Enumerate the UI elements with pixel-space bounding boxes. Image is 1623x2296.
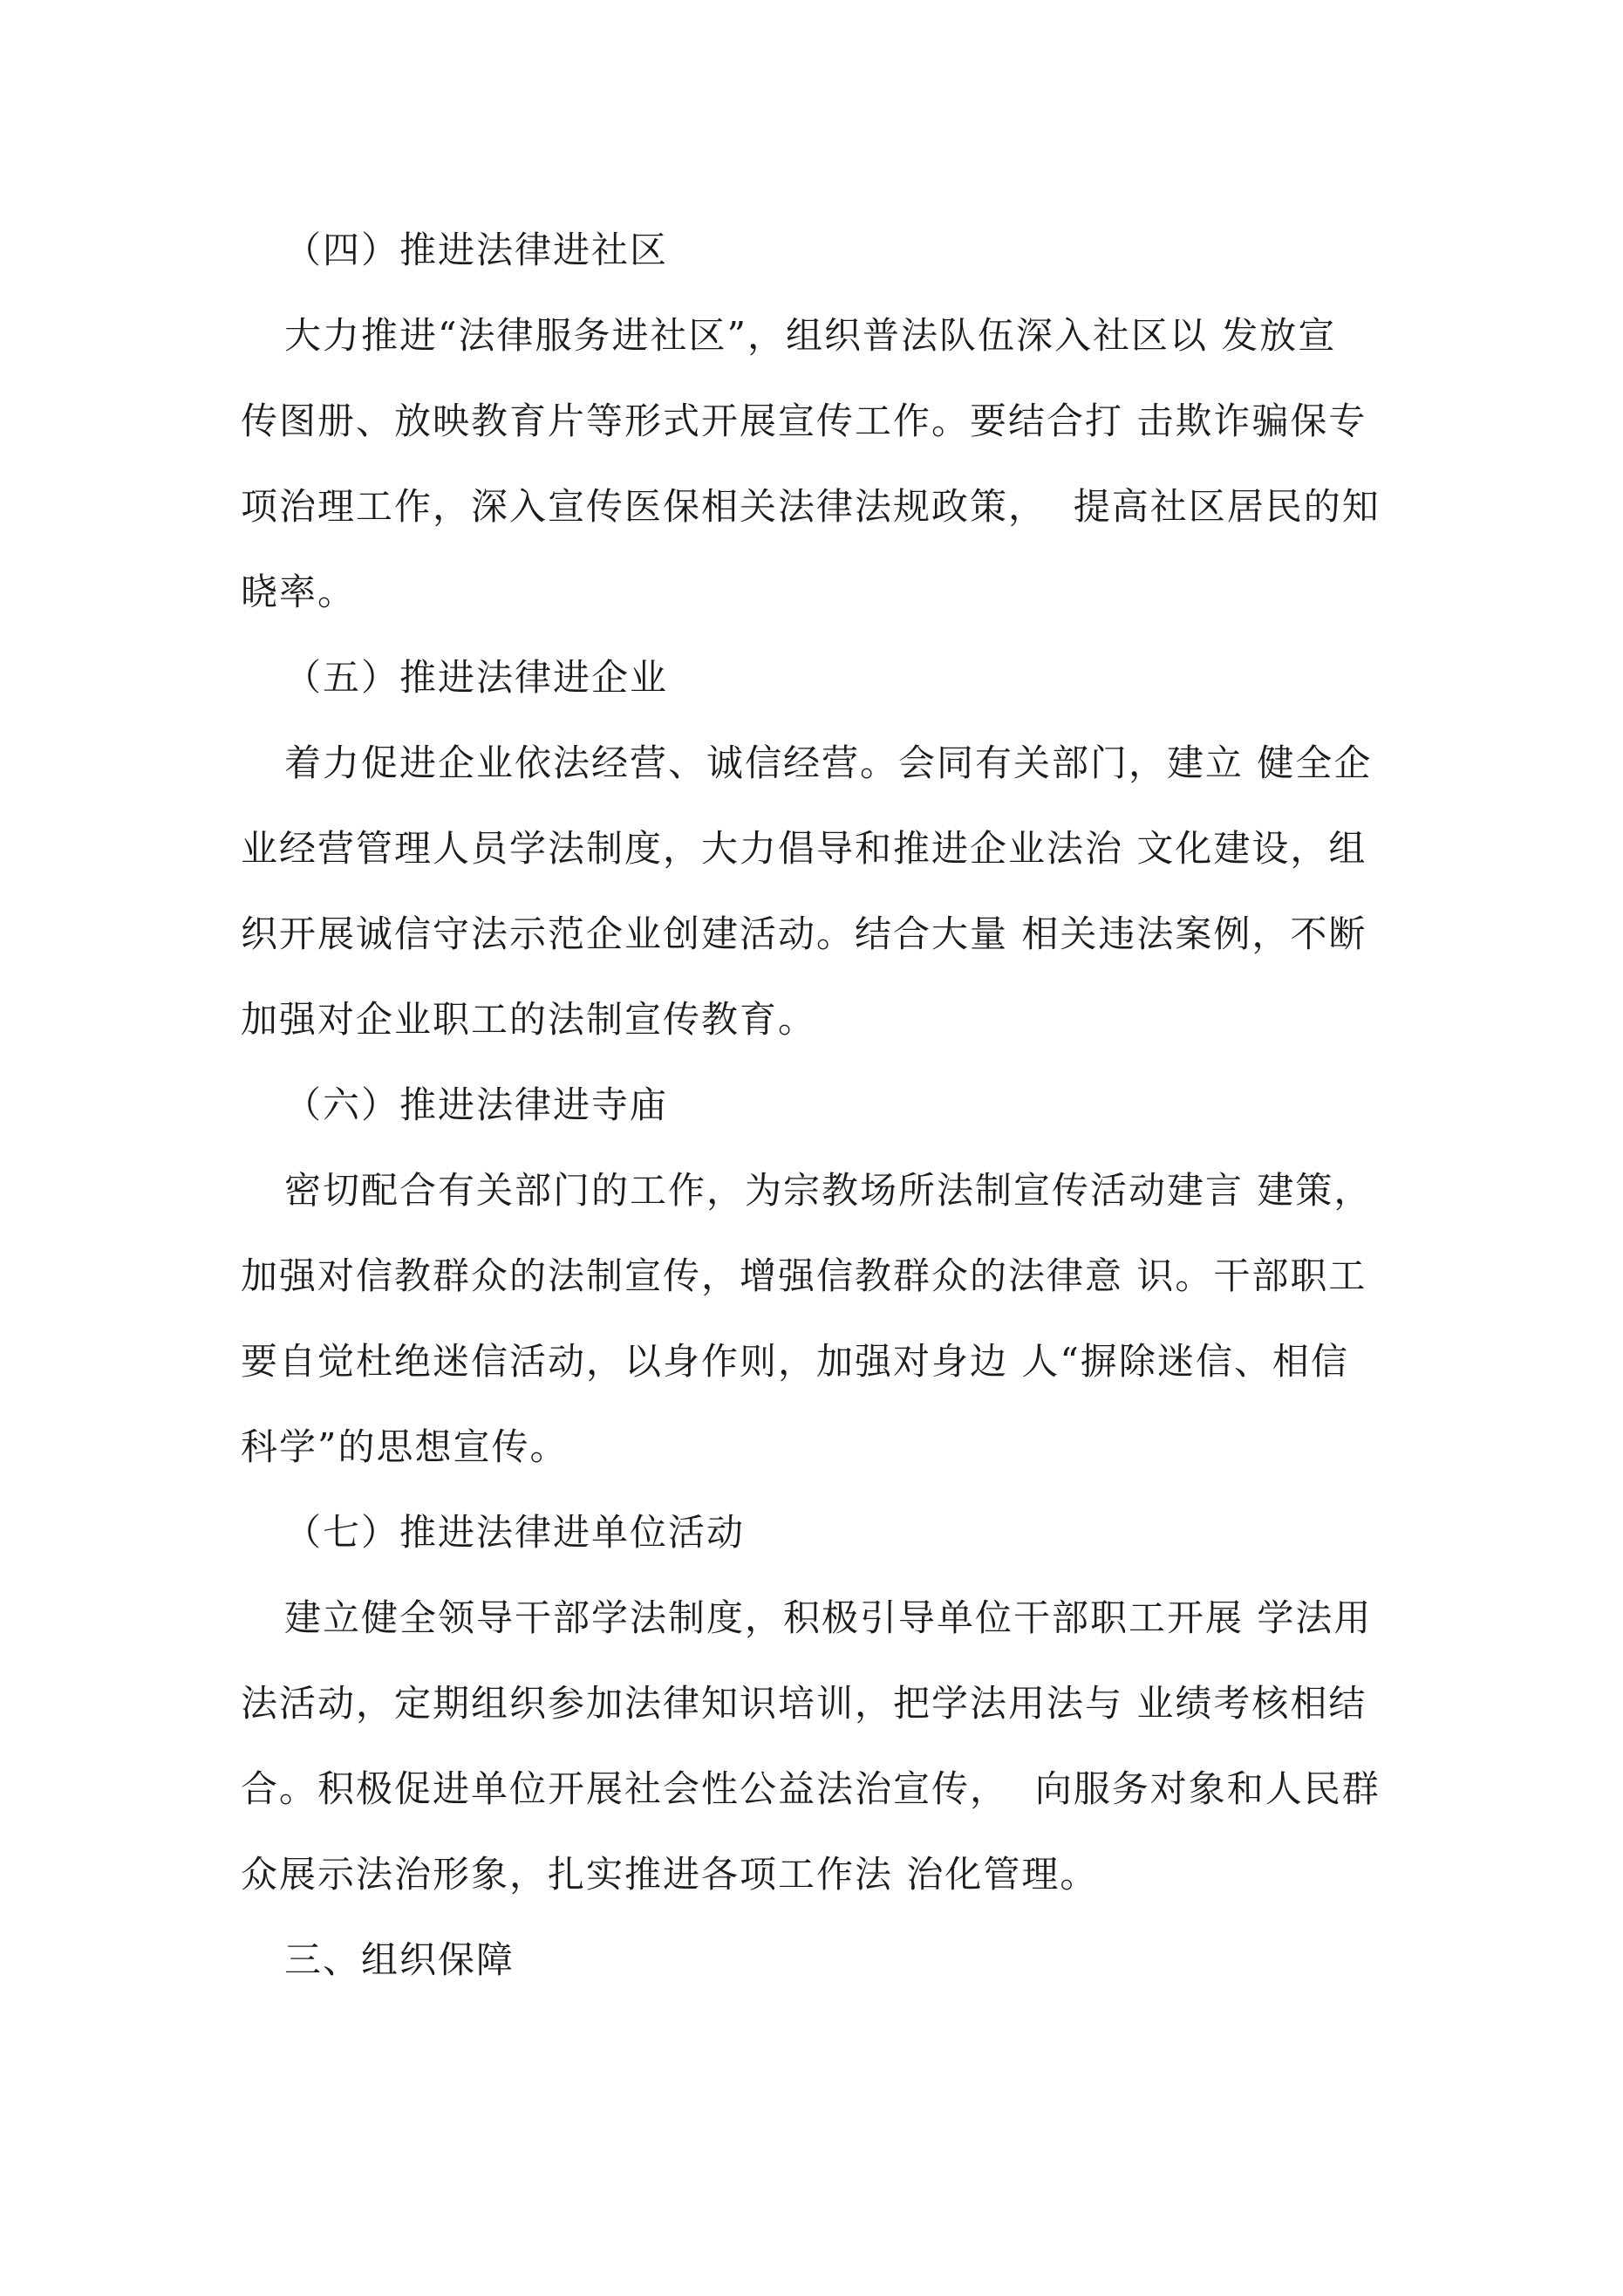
paragraph-line: 科学”的思想宣传。 bbox=[241, 1425, 569, 1468]
section-paragraph-4 bbox=[241, 314, 1406, 614]
paragraph-line: 建立健全领导干部学法制度，积极引导单位干部职工开展 学法用 bbox=[284, 1596, 1373, 1639]
paragraph-line: 织开展诚信守法示范企业创建活动。结合大量 相关违法案例，不断 bbox=[241, 912, 1367, 955]
paragraph-line: 着力促进企业依法经营、诚信经营。会同有关部门，建立 健全企 bbox=[284, 741, 1373, 784]
paragraph-line: 众展示法治形象，扎实推进各项工作法 治化管理。 bbox=[241, 1853, 1099, 1896]
paragraph-line: 要自觉杜绝迷信活动，以身作则，加强对身边 人“摒除迷信、相信 bbox=[241, 1340, 1349, 1383]
paragraph-line: 加强对企业职工的法制宣传教育。 bbox=[241, 998, 817, 1041]
paragraph-line: 合。积极促进单位开展社会性公益法治宣传， 向服务对象和人民群 bbox=[241, 1767, 1381, 1810]
section-heading-7: （七）推进法律进单位活动 bbox=[284, 1511, 746, 1554]
paragraph-line: 加强对信教群众的法制宣传，增强信教群众的法律意 识。干部职工 bbox=[241, 1254, 1367, 1297]
section-paragraph-6 bbox=[241, 1169, 1406, 1469]
paragraph-line: 大力推进“法律服务进社区”，组织普法队伍深入社区以 发放宣 bbox=[284, 314, 1337, 357]
section-heading-6: （六）推进法律进寺庙 bbox=[284, 1083, 669, 1126]
section-paragraph-7 bbox=[241, 1596, 1406, 1896]
section-paragraph-5 bbox=[241, 741, 1406, 1042]
chapter-heading-organizational-support: 三、组织保障 bbox=[284, 1938, 515, 1981]
paragraph-line: 法活动，定期组织参加法律知识培训，把学法用法与 业绩考核相结 bbox=[241, 1682, 1367, 1725]
paragraph-line: 项治理工作，深入宣传医保相关法律法规政策， 提高社区居民的知 bbox=[241, 485, 1381, 528]
document-body bbox=[241, 229, 1406, 1982]
paragraph-line: 密切配合有关部门的工作，为宗教场所法制宣传活动建言 建策， bbox=[284, 1169, 1373, 1212]
section-heading-4: （四）推进法律进社区 bbox=[284, 229, 669, 271]
paragraph-line: 晓率。 bbox=[241, 571, 357, 613]
paragraph-line: 传图册、放映教育片等形式开展宣传工作。要结合打 击欺诈骗保专 bbox=[241, 400, 1367, 442]
paragraph-line: 业经营管理人员学法制度，大力倡导和推进企业法治 文化建设，组 bbox=[241, 827, 1367, 870]
section-heading-5: （五）推进法律进企业 bbox=[284, 656, 669, 699]
